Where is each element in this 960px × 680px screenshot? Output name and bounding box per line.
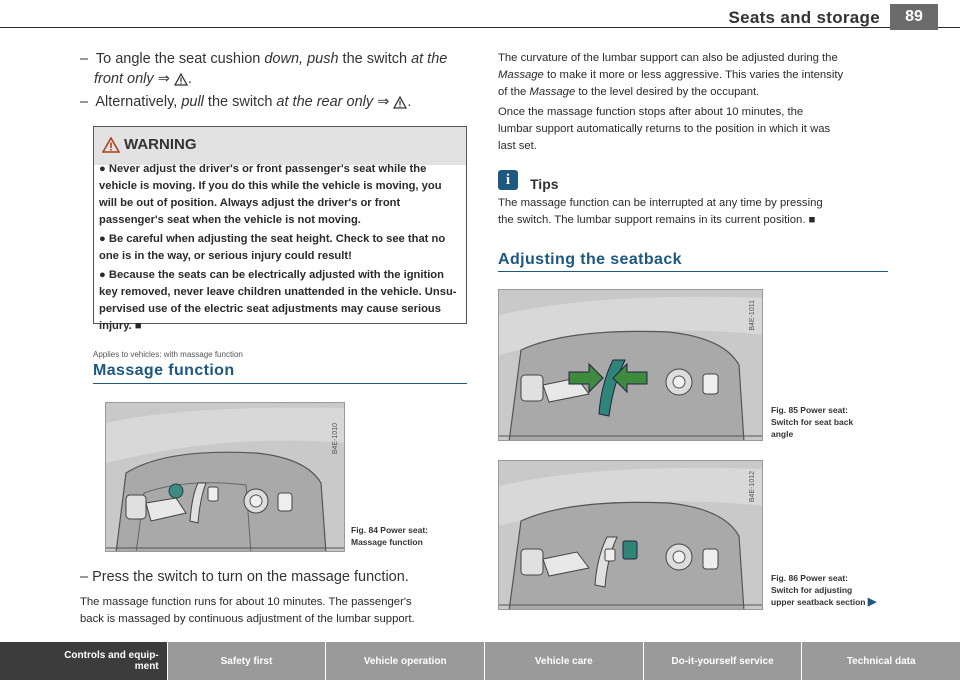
nav-tab-controls[interactable]: Controls and equip- ment <box>0 642 167 680</box>
continue-arrow-icon: ▶ <box>867 596 877 608</box>
warning-box <box>93 126 467 332</box>
warning-item-1: ● Never adjust the driver's or front passenger's seat while the vehicle is moving. If you do this while the vehicle is moving, you will be out of position. Always adjust the driver's or front passenger's seat when the vehicle is not moving. <box>99 163 442 226</box>
nav-tab-diy-service[interactable]: Do-it-yourself service <box>643 642 802 680</box>
warning-header <box>94 127 466 165</box>
figure-85-caption: Fig. 85 Power seat: Switch for seat back angle <box>771 405 854 439</box>
lumbar-paragraph: The curvature of the lumbar support can also be adjusted during the Massage to make it more or less aggressive. This varies the intensity of the Massage to the level desired by the occupant. <box>498 52 844 98</box>
figure-86-caption: Fig. 86 Power seat: Switch for adjusting upper seatback section ▶ <box>771 573 877 608</box>
nav-tab-vehicle-operation[interactable]: Vehicle operation <box>325 642 484 680</box>
section-rule <box>498 271 888 272</box>
warning-item-2: ● Be careful when adjusting the seat height. Check to see that no one is in the way, or serious injury could result! <box>99 233 446 262</box>
warning-icon <box>174 73 188 86</box>
massage-paragraph: The massage function runs for about 10 minutes. The passenger's back is massaged by continuous adjustment of the lumbar support. <box>80 596 415 625</box>
nav-tab-safety[interactable]: Safety first <box>167 642 326 680</box>
page-header-title: Seats and storage <box>728 8 880 27</box>
massage-stop-paragraph: Once the massage function stops after about 10 minutes, the lumbar support automatically returns to the position in which it was last set. <box>498 106 831 152</box>
step-press-switch: – Press the switch to turn on the massage function. <box>80 569 409 585</box>
figure-85-illustration <box>498 289 763 441</box>
page-number: 89 <box>890 4 938 30</box>
step-angle-down: – To angle the seat cushion down, push the switch at the <box>80 51 448 67</box>
figure-84-caption: Fig. 84 Power seat: Massage function <box>351 525 428 547</box>
step-alternative: – Alternatively, pull the switch at the rear only ⇒ . <box>80 94 412 110</box>
tip-icon: i <box>498 170 518 190</box>
nav-tab-vehicle-care[interactable]: Vehicle care <box>484 642 643 680</box>
figure-code: B4E-1012 <box>749 471 756 503</box>
tips-title: Tips <box>530 176 559 192</box>
applies-to-note: Applies to vehicles: with massage function <box>93 350 243 359</box>
section-title-massage: Massage function <box>93 362 235 379</box>
nav-tab-technical-data[interactable]: Technical data <box>801 642 960 680</box>
section-title-seatback: Adjusting the seatback <box>498 251 682 268</box>
figure-84-illustration <box>105 402 345 552</box>
warning-icon <box>393 96 407 109</box>
step-angle-down-line2: front only ⇒ . <box>94 71 192 87</box>
figure-86-illustration <box>498 460 763 610</box>
figure-code: B4E-1010 <box>332 423 339 455</box>
warning-item-3: ● Because the seats can be electrically adjusted with the ignition key removed, never leave children unattended in the vehicle. Unsu- pervised use of the electric seat adjustments may cause serious injury. ■ <box>99 269 457 332</box>
section-rule <box>93 383 467 384</box>
warning-title: WARNING <box>124 136 197 153</box>
figure-code: B4E-1011 <box>749 300 756 331</box>
warning-icon <box>102 137 120 153</box>
chapter-nav-bar <box>0 642 960 680</box>
tips-paragraph: The massage function can be interrupted at any time by pressing the switch. The lumbar support remains in its current position. ■ <box>498 197 823 226</box>
